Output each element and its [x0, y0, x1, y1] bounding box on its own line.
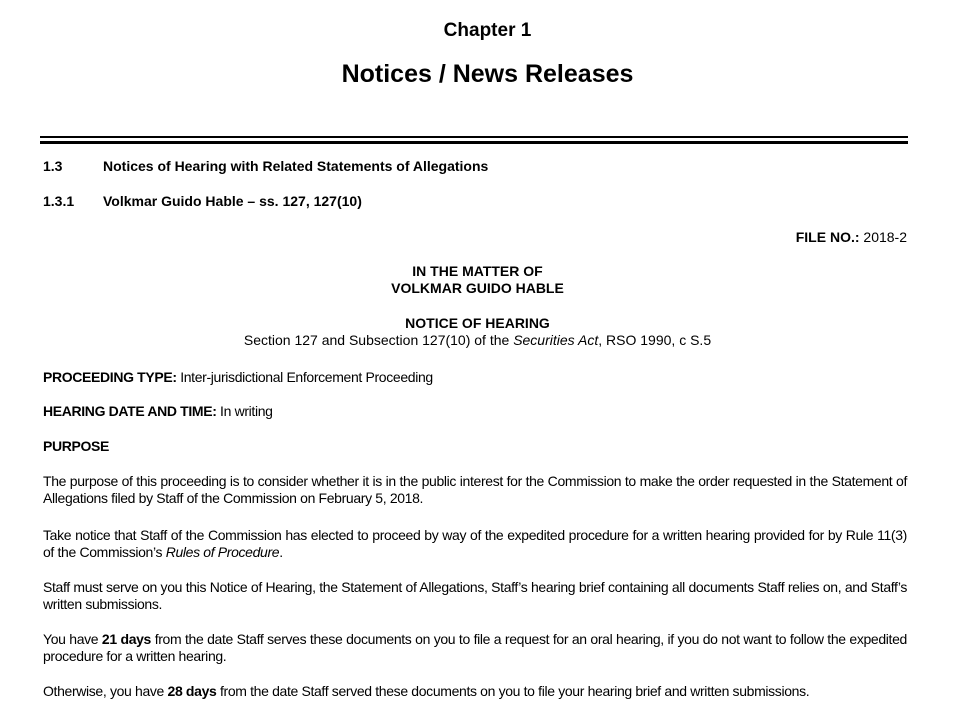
- matter-line-2: VOLKMAR GUIDO HABLE: [391, 280, 564, 296]
- field-label: PROCEEDING TYPE:: [43, 369, 177, 385]
- deadline: 28 days: [167, 683, 217, 699]
- section-title: Notices of Hearing with Related Statements of Allegations: [103, 158, 489, 174]
- notice-authority: [0, 332, 965, 349]
- authority-text: , RSO 1990, c S.5: [598, 332, 712, 348]
- paragraph-text: Take notice that Staff of the Commission has elected to proceed by way of the expedited procedure for a written hearing provided for by Rule 11(3) of the Commission’s: [43, 527, 907, 560]
- file-number: [796, 229, 907, 245]
- paragraph-text: from the date Staff served these documents on you to file your hearing brief and written submissions.: [216, 683, 810, 699]
- paragraph: Staff must serve on you this Notice of Hearing, the Statement of Allegations, Staff’s hearing brief containing all documents Staff relies on, and Staff’s written submissions.: [43, 579, 907, 612]
- divider: [40, 141, 908, 144]
- hearing-date: [43, 403, 907, 420]
- chapter-label: Chapter 1: [443, 20, 532, 41]
- field-value: In writing: [216, 403, 273, 419]
- act-name: Securities Act: [513, 332, 599, 348]
- paragraph: [43, 527, 907, 561]
- paragraph: [43, 631, 907, 665]
- page-title: Notices / News Releases: [341, 60, 634, 88]
- section-title: Volkmar Guido Hable – ss. 127, 127(10): [103, 193, 362, 209]
- rules-title: Rules of Procedure: [165, 544, 280, 560]
- paragraph: The purpose of this proceeding is to consider whether it is in the public interest for the Commission to make the order requested in the Statement of Allegations filed by Staff of the Commission on February 5, 2018.: [43, 473, 907, 506]
- section-number: 1.3: [43, 158, 63, 174]
- section-number: 1.3.1: [43, 193, 75, 209]
- subsection-heading: [43, 193, 362, 209]
- deadline: 21 days: [101, 631, 151, 647]
- matter-line-1: IN THE MATTER OF: [412, 263, 543, 279]
- paragraph: [43, 683, 907, 700]
- authority-text: Section 127 and Subsection 127(10) of the: [243, 332, 514, 348]
- field-value: Inter-jurisdictional Enforcement Proceeding: [176, 369, 433, 385]
- paragraph-text: from the date Staff serves these documents on you to file a request for an oral hearing, if you do not want to follow the expedited procedure for a written hearing.: [43, 631, 907, 664]
- notice-heading: [0, 315, 965, 349]
- paragraph-text: .: [279, 544, 283, 560]
- divider: [40, 136, 908, 138]
- purpose-heading: PURPOSE: [43, 438, 110, 454]
- section-heading: [43, 158, 488, 174]
- matter-heading: [0, 263, 965, 297]
- file-number-value: 2018-2: [863, 229, 907, 245]
- notice-title: NOTICE OF HEARING: [405, 315, 550, 331]
- proceeding-type: [43, 369, 907, 386]
- paragraph-text: Otherwise, you have: [43, 683, 168, 699]
- file-number-label: FILE NO.:: [795, 229, 860, 245]
- paragraph-text: You have: [43, 631, 102, 647]
- field-label: HEARING DATE AND TIME:: [43, 403, 217, 419]
